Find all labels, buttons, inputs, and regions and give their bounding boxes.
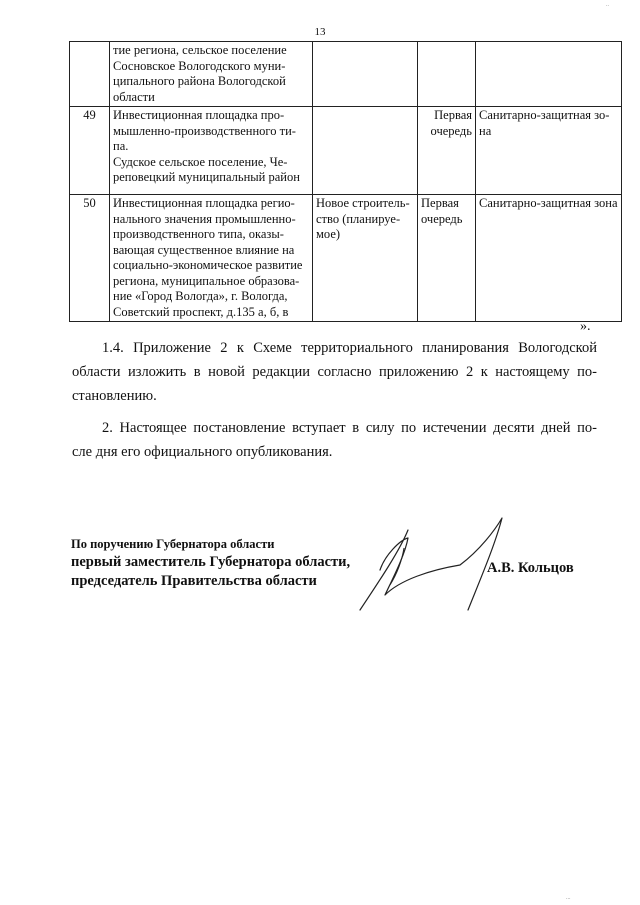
zone-cell <box>476 42 622 107</box>
object-name-cell <box>110 195 313 322</box>
row-number <box>70 42 110 107</box>
cell-line: ципального района Вологодской <box>113 74 286 88</box>
cell-line: мышленно-производственного ти- <box>113 123 296 138</box>
table-row <box>70 42 622 107</box>
cell-line: региона, муниципальное образова- <box>113 273 300 288</box>
cell-line: па. <box>113 139 129 153</box>
cell-line: Инвестиционная площадка регио- <box>113 196 295 210</box>
paragraph-line: 1.4. Приложение 2 к Схеме территориального планирования Вологодской <box>102 340 597 356</box>
cell-line: Сосновское Вологодского муни- <box>113 58 286 73</box>
signatory-line: По поручению Губернатора области <box>71 537 275 551</box>
stage-cell <box>418 107 476 195</box>
cell-line: мое) <box>316 227 341 241</box>
object-type-cell <box>313 195 418 322</box>
scan-mark: .. <box>606 2 609 8</box>
table-row <box>70 195 622 322</box>
paragraph-line: 2. Настоящее постановление вступает в силу по истечении десяти дней по- <box>102 420 597 436</box>
cell-line: на <box>479 123 492 138</box>
cell-line: ство (планируе- <box>316 211 401 226</box>
cell-line: нального значения промышленно- <box>113 211 296 226</box>
object-type-cell <box>313 42 418 107</box>
scan-mark: ... <box>566 895 571 901</box>
paragraph-2 <box>72 416 597 464</box>
schedule-table <box>69 41 622 322</box>
paragraph-line: области изложить в новой редакции согласно приложению 2 к настоящему по- <box>72 364 597 380</box>
object-name-cell <box>110 107 313 195</box>
table-row <box>70 107 622 195</box>
cell-line: области <box>113 89 155 104</box>
paragraph-line: становлению. <box>72 388 157 404</box>
page-number: 13 <box>314 26 326 38</box>
stage-cell <box>418 42 476 107</box>
object-type-cell <box>313 107 418 195</box>
cell-line: вающая существенное влияние на <box>113 242 295 257</box>
object-name-cell <box>110 42 313 107</box>
cell-line: производственного типа, оказы- <box>113 227 284 241</box>
paragraph-1-4 <box>72 336 597 408</box>
cell-line: тие региона, сельское поселение <box>113 43 287 57</box>
cell-line: Санитарно-защитная зона <box>479 196 618 210</box>
cell-line: Советский проспект, д.135 а, б, в <box>113 304 289 319</box>
signatory-title-block <box>71 536 350 591</box>
cell-line: Первая <box>421 196 459 210</box>
cell-line: очередь <box>430 123 472 138</box>
cell-line: Первая <box>434 108 472 122</box>
row-number: 50 <box>70 195 110 322</box>
zone-cell <box>476 107 622 195</box>
row-number: 49 <box>70 107 110 195</box>
cell-line: Санитарно-защитная зо- <box>479 108 610 122</box>
cell-line: социально-экономическое развитие <box>113 258 303 272</box>
cell-line: Судское сельское поселение, Че- <box>113 154 288 169</box>
signatory-line: председатель Правительства области <box>71 573 317 589</box>
cell-line: Новое строитель- <box>316 196 410 210</box>
cell-line: очередь <box>421 211 463 226</box>
signer-name: А.В. Кольцов <box>487 560 574 576</box>
cell-line: Инвестиционная площадка про- <box>113 108 285 122</box>
stage-cell <box>418 195 476 322</box>
cell-line: ние «Город Вологда», г. Вологда, <box>113 289 288 303</box>
paragraph-line: сле дня его официального опубликования. <box>72 444 333 460</box>
closing-quote: ». <box>580 319 591 334</box>
signatory-line: первый заместитель Губернатора области, <box>71 554 351 570</box>
zone-cell <box>476 195 622 322</box>
cell-line: реповецкий муниципальный район <box>113 170 300 184</box>
